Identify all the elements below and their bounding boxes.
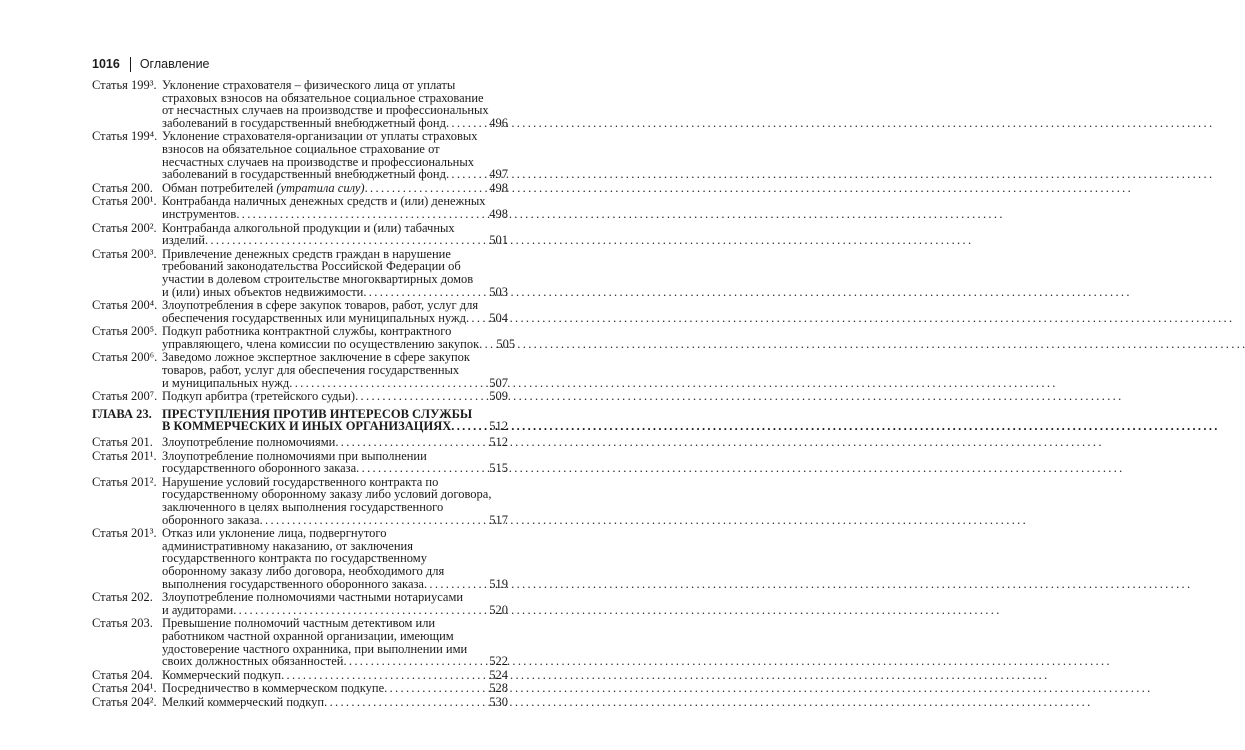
toc-entry-label: Статья 204¹. [92,681,157,696]
dot-leader [236,208,480,221]
toc-entry-label: Статья 200. [92,180,153,195]
toc-page-number: 515 [489,461,508,476]
toc-title-text: и аудиторами [162,602,234,617]
toc-title-text: своих должностных обязанностей [162,654,344,669]
toc-page-number: 497 [489,167,508,182]
toc-title-line [162,377,508,390]
toc-page-number: 509 [489,389,508,404]
toc-entry-title [162,182,508,195]
toc-entry [92,669,508,683]
toc-entry-title [162,248,508,298]
dot-leader [324,696,480,709]
dot-leader [260,514,480,527]
toc-entry [92,436,508,450]
toc-entry-label: Статья 200⁶. [92,350,158,365]
toc-title-line: оборонному заказу либо договора, необходимого для [162,563,445,578]
dot-leader [451,420,480,433]
toc-page-number: 512 [489,419,508,434]
toc-entry-label: Статья 200⁵. [92,324,158,339]
toc-title-line: Злоупотребление полномочиями при выполнении [162,448,427,463]
toc-page-number: 507 [489,375,508,390]
toc-title-text: заболеваний в государственный внебюджетный фонд [162,167,446,182]
toc-page-number: 498 [489,180,508,195]
toc-page-number: 517 [489,512,508,527]
toc-entry-title [162,408,508,433]
toc-entry-title [162,591,508,616]
toc-title-line: Нарушение условий государственного контракта по [162,474,439,489]
toc-entry-label: Статья 200⁴. [92,298,158,313]
toc-title-line [162,436,508,449]
toc-entry-label: Статья 200³. [92,246,157,261]
toc-entry-label: Статья 200⁷. [92,389,158,404]
toc-title-line: удостоверение частного охранника, при выполнении ими [162,641,468,656]
toc-title-text: выполнения государственного оборонного заказа [162,576,424,591]
toc-title-line: страховых взносов на обязательное социальное страхование [162,90,484,105]
toc-page-number: 520 [489,602,508,617]
toc-entry-title [162,696,508,709]
dot-leader [355,390,480,403]
toc-title-text: обеспечения государственных или муниципальных нужд [162,310,466,325]
dot-leader [343,655,480,668]
toc-entry [92,351,508,390]
toc-title-line [162,696,508,709]
toc-entry-title [162,130,508,180]
toc-title-text: и муниципальных нужд [162,375,290,390]
toc-title-text: инструментов [162,206,237,221]
toc-entry-title [162,527,508,590]
toc-title-line: заключенного в целях выполнения государственного [162,500,444,514]
toc-title-text: Подкуп арбитра (третейского судьи) [162,389,356,404]
toc-title-line: ПРЕСТУПЛЕНИЯ ПРОТИВ ИНТЕРЕСОВ СЛУЖБЫ [162,406,473,421]
dot-leader [289,377,480,390]
toc-title-text: заболеваний в государственный внебюджетный фонд [162,115,446,130]
toc-title-line [162,208,508,221]
toc-title-line [162,462,508,475]
toc-title-line: Заведомо ложное экспертное заключение в сфере закупок [162,350,470,365]
toc-entry-title [162,299,508,324]
toc-title-line: Превышение полномочий частным детективом или [162,616,436,631]
repealed-note: (утратила силу) [276,180,365,195]
running-header [92,56,210,72]
dot-leader [446,117,480,130]
toc-title-line: Уклонение страхователя – физического лица от уплаты [162,78,456,92]
toc-entry-label: Статья 199³. [92,78,157,92]
toc-entry-label: Статья 202. [92,590,153,605]
toc-page-number: 528 [489,681,508,696]
toc-entry-title [162,682,508,695]
toc-entry [92,222,508,248]
toc-title-text: Обман потребителей (утратила силу) [162,180,365,195]
toc-title-line [162,390,508,403]
running-title: Оглавление [139,57,210,71]
toc-entry-title [162,476,508,526]
toc-title-line: Привлечение денежных средств граждан в нарушение [162,246,451,261]
toc-title-text: государственного оборонного заказа [162,461,357,476]
dot-leader [365,182,480,195]
dot-leader [233,604,480,617]
toc-entry [92,324,516,351]
toc-title-line [162,168,508,181]
book-page [0,0,600,750]
toc-entry [92,299,508,325]
toc-entry-label: Статья 201³. [92,526,157,541]
toc-title-line [162,312,508,325]
dot-leader [363,286,480,299]
toc-title-line [162,286,508,299]
toc-title-text: управляющего, члена комиссии по осуществлению закупок [162,336,480,351]
toc-title-text: оборонного заказа [162,512,260,527]
toc-title-line [162,336,516,351]
toc-entry [92,182,508,196]
toc-title-text: Коммерческий подкуп [162,667,282,682]
toc-title-line: государственного контракта по государственному [162,551,427,566]
toc-entry-label: Статья 203. [92,616,153,631]
toc-entry-label: Статья 199⁴. [92,129,158,144]
toc-title-text: изделий [162,233,205,248]
toc-title-line: взносов на обязательное социальное страхование от [162,141,440,156]
toc-entry [92,79,508,130]
toc-title-line [162,578,508,591]
toc-entry [92,617,508,668]
toc-entry-title [162,222,508,247]
toc-entry [92,450,508,476]
toc-title-line: товаров, работ, услуг для обеспечения государственных [162,363,460,378]
toc-entry [92,696,508,710]
header-divider [130,57,131,72]
toc-title-text: Посредничество в коммерческом подкупе [162,681,385,696]
dot-leader [424,578,480,591]
toc-title-text: и (или) иных объектов недвижимости [162,284,364,299]
toc-entry-label: Статья 200¹. [92,194,157,209]
dot-leader [281,669,480,682]
toc-entry-label: Статья 204. [92,667,153,682]
toc-title-text: Мелкий коммерческий подкуп [162,694,325,709]
toc-entry-title [162,436,508,449]
toc-page-number: 524 [489,667,508,682]
toc-entry-label: ГЛАВА 23. [92,406,152,421]
toc-title-line [162,514,508,527]
toc-page-number: 496 [489,115,508,130]
toc-title-line [162,182,508,195]
toc-entry [92,476,508,527]
toc-entry [92,527,508,591]
table-of-contents [92,78,516,710]
toc-title-line [162,669,508,682]
toc-page-number: 530 [489,694,508,709]
toc-entry-label: Статья 201¹. [92,448,157,463]
dot-leader [466,312,480,325]
toc-entry-label: Статья 201. [92,435,153,450]
toc-entry-label: Статья 201². [92,474,157,489]
dot-leader [479,338,487,351]
toc-entry-title [162,351,508,389]
toc-title-line: Злоупотребление полномочиями частными нотариусами [162,590,464,605]
toc-entry-title [162,617,508,667]
toc-page-number: 522 [489,654,508,669]
toc-title-line: Контрабанда наличных денежных средств и (или) денежных [162,194,486,209]
toc-entry [92,195,508,221]
toc-entry [92,591,508,617]
toc-page-number: 498 [489,206,508,221]
toc-page-number: 501 [489,233,508,248]
toc-title-line [162,420,508,433]
toc-title-line: государственному оборонному заказу либо условий договора, [162,487,492,502]
toc-title-line: работником частной охранной организации, имеющим [162,628,454,643]
toc-page-number: 505 [496,336,516,351]
dot-leader [356,462,480,475]
toc-title-line: Подкуп работника контрактной службы, контрактного [162,324,452,339]
toc-title-text: Злоупотребление полномочиями [162,435,336,450]
toc-page-number: 519 [489,576,508,591]
toc-entry-title [162,390,508,403]
toc-entry-title [162,195,508,220]
toc-title-line [162,234,508,247]
toc-title-line: Злоупотребления в сфере закупок товаров, работ, услуг для [162,298,479,313]
toc-entry [92,682,508,696]
toc-title-line: административному наказанию, от заключения [162,538,413,553]
toc-title-line: от несчастных случаев на производстве и профессиональных [162,103,489,118]
toc-title-line: Контрабанда алкогольной продукции и (или) табачных [162,220,455,235]
toc-chapter-heading [92,408,508,434]
toc-title-line [162,682,508,695]
toc-entry-title [162,669,508,682]
dot-leader [205,234,480,247]
toc-title-line: Уклонение страхователя-организации от уплаты страховых [162,129,478,144]
toc-entry-label: Статья 200². [92,220,157,235]
toc-page-number: 504 [489,310,508,325]
toc-entry-title [162,450,508,475]
dot-leader [446,168,480,181]
toc-page-number: 503 [489,284,508,299]
toc-page-number: 512 [489,435,508,450]
toc-title-line: несчастных случаев на производстве и профессиональных [162,154,474,169]
toc-entry-title [162,79,508,129]
dot-leader [335,436,480,449]
toc-entry-label: Статья 204². [92,694,157,709]
toc-title-line: участии в долевом строительстве многоквартирных домов [162,271,474,286]
toc-title-line: Отказ или уклонение лица, подвергнутого [162,526,387,541]
toc-entry [92,130,508,181]
toc-entry-title [162,324,516,351]
toc-entry [92,390,508,404]
toc-title-line [162,604,508,617]
toc-title-line: требований законодательства Российской Федерации об [162,259,461,274]
toc-title-line [162,117,508,130]
dot-leader [384,682,480,695]
page-number: 1016 [92,57,120,71]
toc-title-line [162,655,508,668]
toc-title-text: В КОММЕРЧЕСКИХ И ИНЫХ ОРГАНИЗАЦИЯХ [162,419,452,434]
toc-entry [92,248,508,299]
